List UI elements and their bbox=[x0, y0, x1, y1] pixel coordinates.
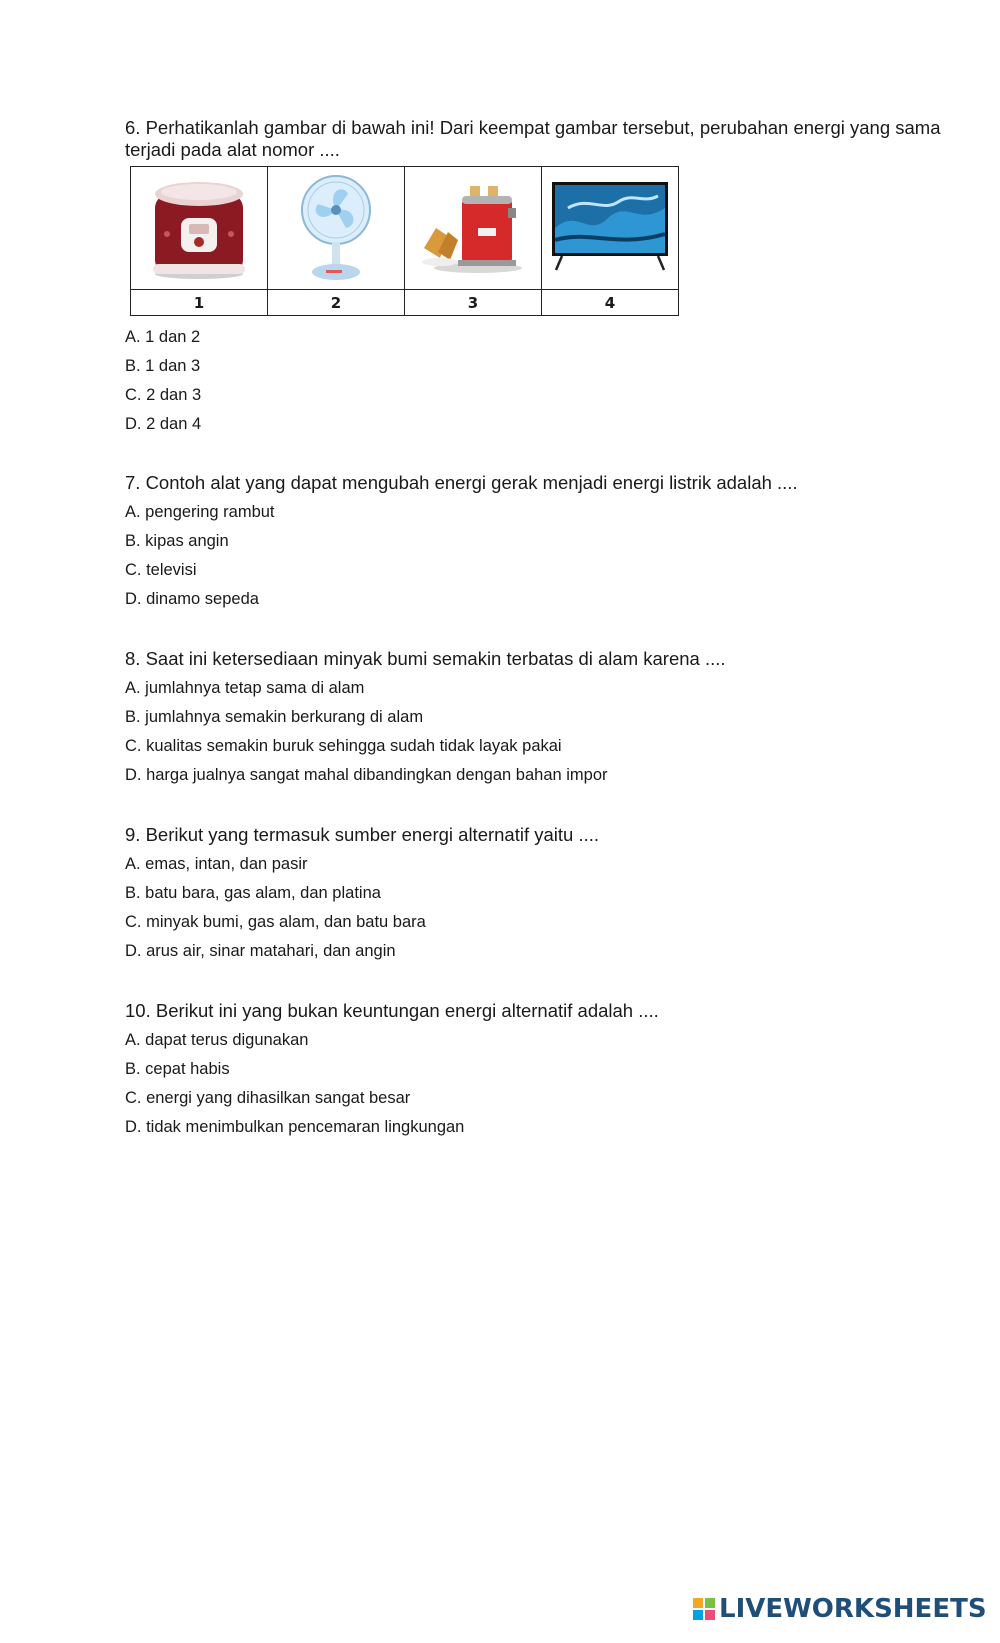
picture-number-4: 4 bbox=[542, 290, 679, 316]
question-6-text: 6. Perhatikanlah gambar di bawah ini! Dari keempat gambar tersebut, perubahan energi yang sama terjadi pada alat nomor .... bbox=[125, 117, 941, 160]
option-c[interactable]: C. 2 dan 3 bbox=[125, 386, 202, 404]
television-icon bbox=[548, 178, 672, 278]
option-c[interactable]: C. minyak bumi, gas alam, dan batu bara bbox=[125, 913, 426, 931]
option-c[interactable]: C. energi yang dihasilkan sangat besar bbox=[125, 1089, 411, 1107]
question-8 bbox=[125, 648, 945, 790]
rice-cooker-icon bbox=[149, 174, 249, 282]
option-b[interactable]: B. jumlahnya semakin berkurang di alam bbox=[125, 708, 424, 726]
picture-cell-2 bbox=[268, 167, 405, 290]
liveworksheets-brand[interactable] bbox=[693, 1594, 987, 1624]
option-d[interactable]: D. tidak menimbulkan pencemaran lingkungan bbox=[125, 1118, 465, 1136]
toaster-icon bbox=[418, 178, 528, 278]
picture-cell-1 bbox=[131, 167, 268, 290]
option-d[interactable]: D. 2 dan 4 bbox=[125, 415, 202, 433]
option-b[interactable]: B. cepat habis bbox=[125, 1060, 230, 1078]
option-d[interactable]: D. harga jualnya sangat mahal dibandingkan dengan bahan impor bbox=[125, 766, 608, 784]
question-6-options bbox=[125, 323, 201, 439]
option-a[interactable]: A. emas, intan, dan pasir bbox=[125, 855, 308, 873]
option-b[interactable]: B. kipas angin bbox=[125, 532, 229, 550]
brand-text: LIVEWORKSHEETS bbox=[719, 1594, 987, 1624]
option-b[interactable]: B. batu bara, gas alam, dan platina bbox=[125, 884, 381, 902]
option-a[interactable]: A. 1 dan 2 bbox=[125, 328, 201, 346]
picture-number-1: 1 bbox=[131, 290, 268, 316]
question-7-options bbox=[125, 498, 945, 614]
question-10 bbox=[125, 1000, 945, 1142]
question-7 bbox=[125, 472, 945, 614]
picture-cell-4 bbox=[542, 167, 679, 290]
option-b[interactable]: B. 1 dan 3 bbox=[125, 357, 201, 375]
question-10-text: 10. Berikut ini yang bukan keuntungan energi alternatif adalah .... bbox=[125, 1000, 659, 1021]
question-9-options bbox=[125, 850, 945, 966]
question-7-text: 7. Contoh alat yang dapat mengubah energi gerak menjadi energi listrik adalah .... bbox=[125, 472, 798, 493]
picture-cell-3 bbox=[405, 167, 542, 290]
option-c[interactable]: C. kualitas semakin buruk sehingga sudah tidak layak pakai bbox=[125, 737, 562, 755]
question-9 bbox=[125, 824, 945, 966]
option-a[interactable]: A. dapat terus digunakan bbox=[125, 1031, 309, 1049]
option-c[interactable]: C. televisi bbox=[125, 561, 197, 579]
option-a[interactable]: A. pengering rambut bbox=[125, 503, 275, 521]
picture-number-2: 2 bbox=[268, 290, 405, 316]
question-8-options bbox=[125, 674, 945, 790]
option-d[interactable]: D. arus air, sinar matahari, dan angin bbox=[125, 942, 396, 960]
liveworksheets-logo-icon bbox=[693, 1598, 715, 1620]
option-d[interactable]: D. dinamo sepeda bbox=[125, 590, 259, 608]
electric-fan-icon bbox=[296, 172, 376, 284]
question-8-text: 8. Saat ini ketersediaan minyak bumi semakin terbatas di alam karena .... bbox=[125, 648, 726, 669]
picture-number-3: 3 bbox=[405, 290, 542, 316]
question-10-options bbox=[125, 1026, 945, 1142]
option-a[interactable]: A. jumlahnya tetap sama di alam bbox=[125, 679, 365, 697]
appliance-picture-table bbox=[130, 166, 679, 316]
question-9-text: 9. Berikut yang termasuk sumber energi alternatif yaitu .... bbox=[125, 824, 600, 845]
question-6 bbox=[125, 117, 945, 161]
